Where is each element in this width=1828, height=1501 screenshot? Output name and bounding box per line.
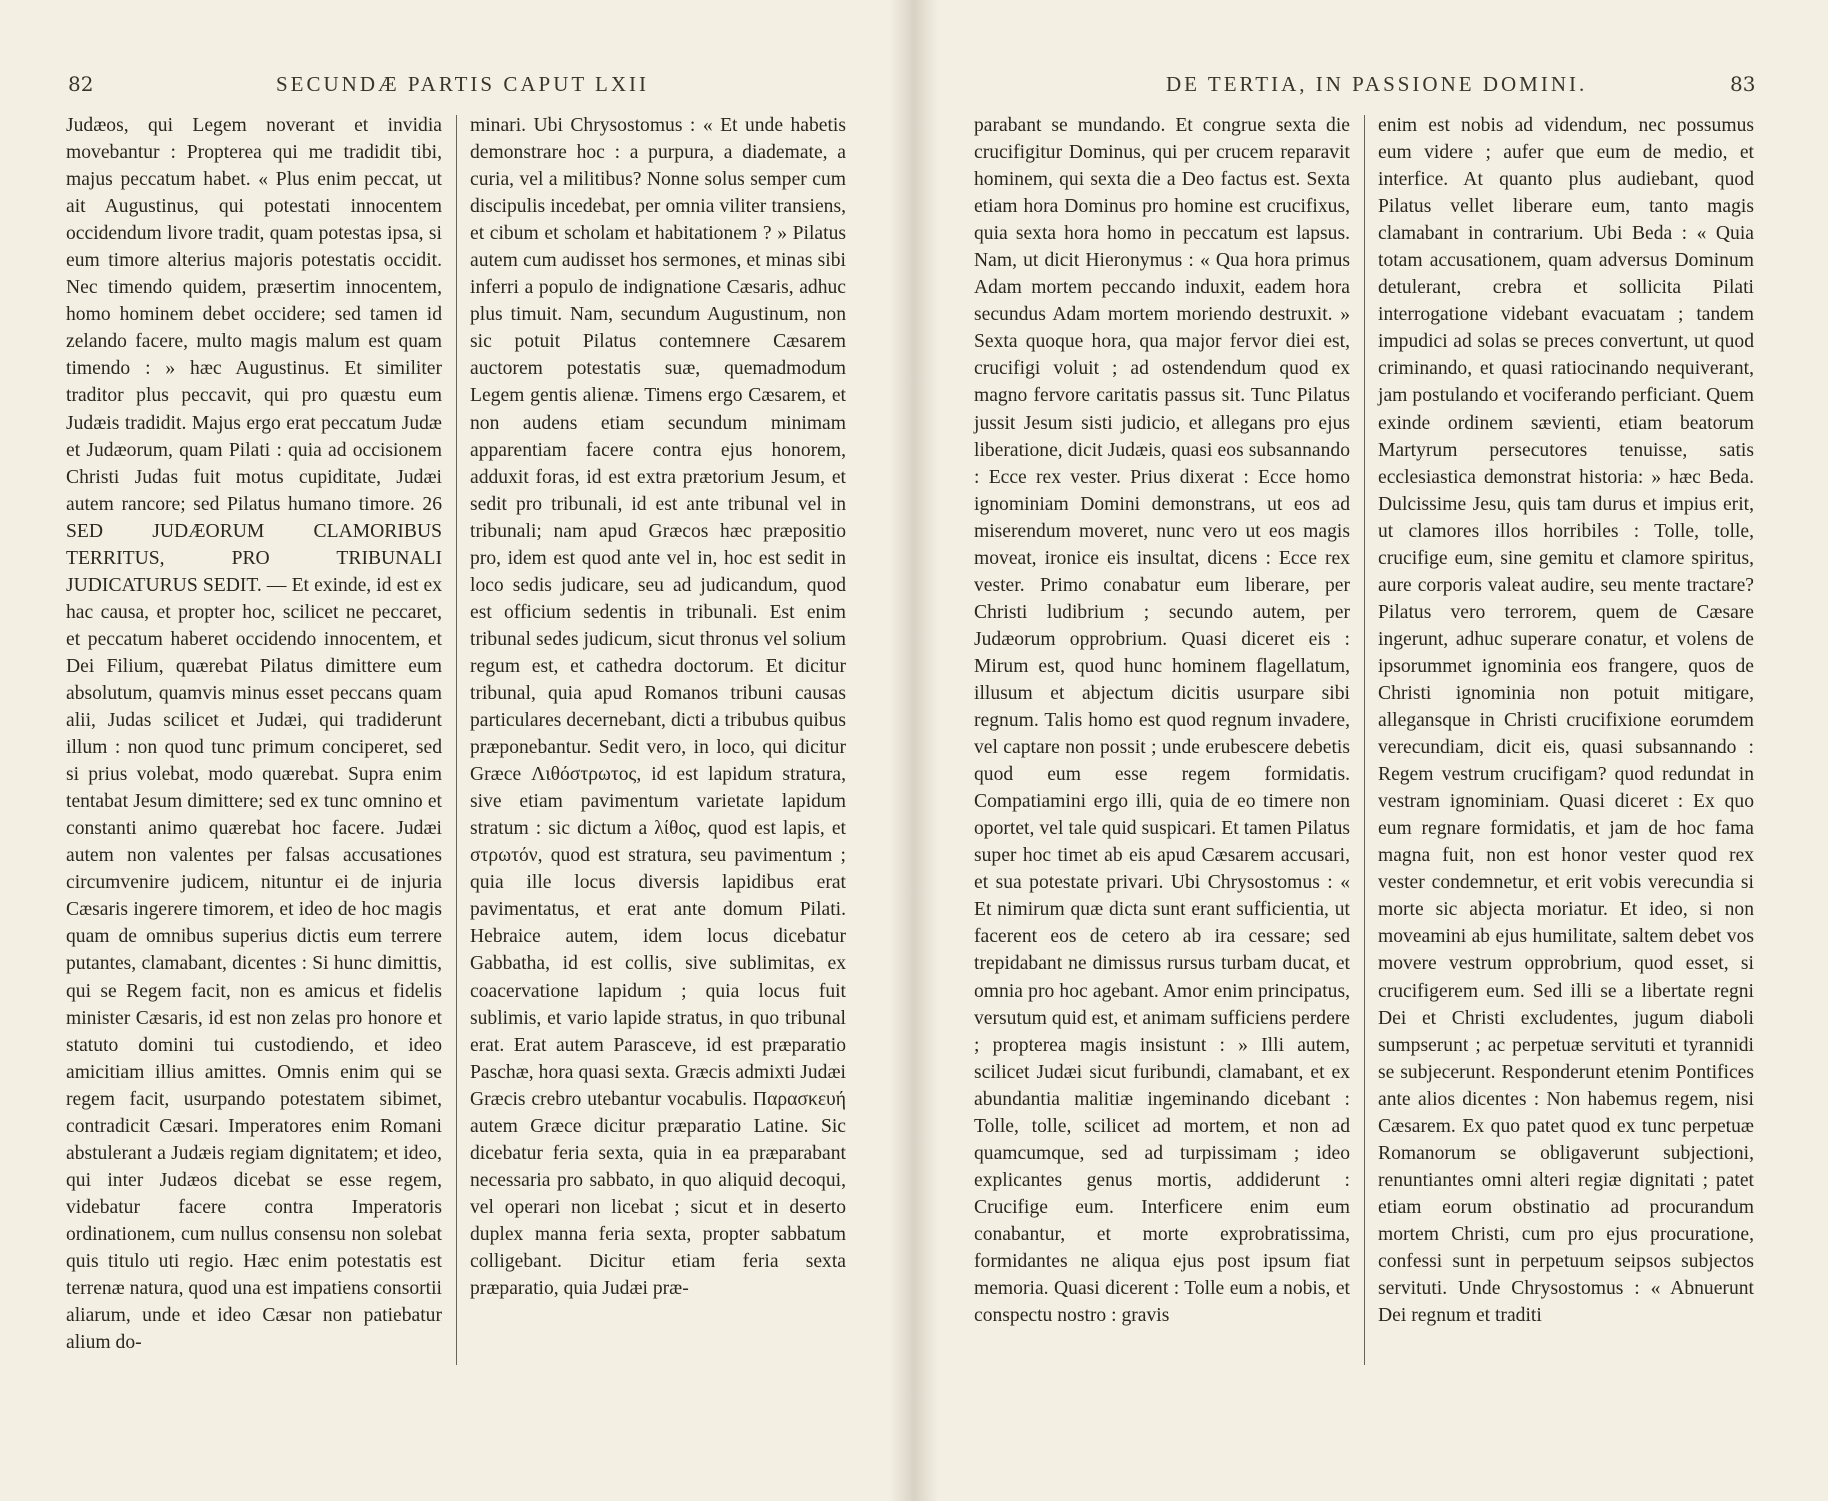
right-page: [914, 0, 1828, 1501]
column-rule: [1364, 115, 1365, 1365]
running-head: DE TERTIA, IN PASSIONE DOMINI.: [1166, 72, 1588, 96]
column-text: parabant se mundando. Et congrue sexta die crucifigitur Dominus, qui per crucem reparavit hominem, qui sexta die a Deo factus est. Sexta etiam hora Dominus pro homine est crucifixus, quia sexta hora homo in peccatum est lapsus. Nam, ut dicit Hieronymus : « Qua hora primus Adam mortem peccando induxit, eadem hora secundus Adam mortem moriendo destruxit. » Sexta quoque hora, qua major fervor diei est, crucifigi voluit ; ad ostendendum quod ex magno fervore caritatis passus sit. Tunc Pilatus jussit Jesum sisti judicio, et allegans pro ejus liberatione, dicit Judæis, quasi eos subsannando : Ecce rex vester. Prius dixerat : Ecce homo ignominiam Domini demonstrans, ut eos ad miserendum moveret, nunc vero ut eos magis moveat, ironice eis insultat, dicens : Ecce rex vester. Primo conabatur eum liberare, per Christi ludibrium ; secundo autem, per Judæorum opprobrium. Quasi diceret eis : Mirum est, quod hunc hominem flagellatum, illusum et abjectum dicitis usurpare sibi regnum. Talis homo est quod regnum invadere, vel captare non possit ; unde erubescere debetis quod eum esse regem formidatis. Compatiamini ergo illi, quia de eo timere non oportet, vel tale quid suspicari. Et tamen Pilatus super hoc timet ab eis apud Cæsarem accusari, et sua potestate privari. Ubi Chrysostomus : « Et nimirum quæ dicta sunt erant sufficientia, ut facerent eos de cetero ab ira cessare; sed trepidabant ne dimissus rursus turbam ducat, et omnia pro hoc agebant. Amor enim principatus, versutum quid est, et animam sufficiens perdere ; propterea magis insistunt : » Illi autem, scilicet Judæi sicut furibundi, clamabant, et ex abundantia malitiæ ingeminando dicebant : Tolle, tolle, scilicet ad mortem, et non ad quamcumque, sed ad turpissimam ; ideo explicantes genus mortis, addiderunt : Crucifige eum. Interficere enim eum conabantur, et morte exprobratissima, formidantes ne aliqua ejus post ipsum fiat memoria. Quasi dicerent : Tolle eum a nobis, et conspectu nostro : gravis: [974, 115, 1350, 1327]
column-text: Judæos, qui Legem noverant et invidia movebantur : Propterea qui me tradidit tibi, majus peccatum habet. « Plus enim peccat, ut ait Augustinus, qui potestati innocentem occidendum livore tradit, quam potestas ipsa, si eum timore alterius majoris potestatis occidit. Nec timendo quidem, præsertim innocentem, homo hominem debet occidere; sed tamen id zelando facere, multo magis malum est quam timendo : » hæc Augustinus. Et similiter traditor plus peccavit, qui pro quæstu eum Judæis tradidit. Majus ergo erat peccatum Judæ et Judæorum, quam Pilati : quia ad occisionem Christi Judas fuit motus cupiditate, Judæi autem rancore; sed Pilatus humano timore. 26 SED JUDÆORUM CLAMORIBUS TERRITUS, PRO TRIBUNALI JUDICATURUS SEDIT. — Et exinde, id est ex hac causa, et propter hoc, scilicet ne peccaret, et peccatum haberet occidendo innocentem, et Dei Filium, quærebat Pilatus dimittere eum absolutum, quamvis minus esset peccans quam alii, Judas scilicet et Judæi, qui tradiderunt illum : non quod tunc primum conciperet, sed si prius volebat, modo quærebat. Supra enim tentabat Jesum dimittere; sed ex tunc omnino et constanti animo quærebat hoc facere. Judæi autem non valentes per falsas accusationes circumvenire judicem, nituntur ei de injuria Cæsaris ingerere timorem, et ideo de hoc magis quam de omnibus superius dictis eum terrere putantes, clamabant, dicentes : Si hunc dimittis, qui se Regem facit, non es amicus et fidelis minister Cæsaris, id est non zelas pro honore et statuto domini tui custodiendo, et ideo amicitiam illius amittes. Omnis enim qui se regem facit, usurpando potestatem sibimet, contradicit Cæsari. Imperatores enim Romani abstulerant a Judæis regiam dignitatem; et ideo, qui inter Judæos dicebat se esse regem, videbatur facere contra Imperatoris ordinationem, cum nullus consensu non solebat quis titulo uti regio. Hæc enim potestatis est terrenæ natura, quod una est impatiens consortii aliarum, unde et ideo Cæsar non patiebatur alium do-: [66, 115, 442, 1354]
column-text: enim est nobis ad videndum, nec possumus eum videre ; aufer que eum de medio, et interfice. At quanto plus audiebant, quod Pilatus vellet liberare eum, tanto magis clamabant in contrarium. Ubi Beda : « Quia totam accusationem, quam adversus Dominum detulerant, crebra et sollicita Pilati interrogatione videbant evacuatam ; tandem impudici ad solas se preces convertunt, ut quod criminando, et quasi ratiocinando nequiverant, jam postulando et vociferando perficiant. Quem exinde ordinem sævienti, etiam beatorum Martyrum persecutores tenuisse, satis ecclesiastica demonstrat historia: » hæc Beda. Dulcissime Jesu, quis tam durus et impius erit, ut clamores illos horribiles : Tolle, tolle, crucifige eum, sine gemitu et clamore spiritus, aure corporis valeat audire, seu mente tractare? Pilatus vero terrorem, quem de Cæsare ingerunt, adhuc superare conatur, et volens de ipsorummet ignominia eos frangere, quos de Christi ignominia non potuit mitigare, allegansque in Christi crucifixione eorumdem verecundiam, dicit eis, quasi subsannando : Regem vestrum crucifigam? quod redundat in vestram ignominiam. Quasi diceret : Ex quo eum regnare formidatis, et jam de hoc fama magna fuit, non est honor vester quod rex vester condemnetur, et erit vobis verecundia si morte sic abjecta moriatur. Et ideo, si non moveamini ab ejus humilitate, saltem debet vos movere vestrum opprobrium, quod esset, si crucifigerem eum. Sed illi se a libertate regni Dei et Christi excludentes, jugum diaboli sumpserunt ; ac perpetuæ servituti et tyrannidi se subjecerunt. Responderunt etenim Pontifices ante alios dicentes : Non habemus regem, nisi Cæsarem. Ex quo patet quod ex tunc perpetuæ Romanorum se obligaverunt subjectioni, renuntiantes omni alteri regiæ dignitati ; patet etiam eorum obstinatio ad procurandum mortem Christi, cum pro ejus procuratione, confessi sunt in perpetuum seipsos subjectos servituti. Unde Chrysostomus : « Abnuerunt Dei regnum et traditi: [1378, 115, 1754, 1327]
running-head: SECUNDÆ PARTIS CAPUT LXII: [276, 72, 650, 96]
text-column: [1378, 112, 1754, 1329]
column-text: minari. Ubi Chrysostomus : « Et unde habetis demonstrare hoc : a purpura, a diademate, a curia, vel a militibus? Nonne solus semper cum discipulis incedebat, per omnia viliter transiens, et cibum et scholam et habitationem ? » Pilatus autem cum audisset hos sermones, et minas sibi inferri a populo de indignatione Cæsaris, adhuc plus timuit. Nam, secundum Augustinum, non sic potuit Pilatus contemnere Cæsarem auctorem potestatis suæ, quemadmodum Legem gentis alienæ. Timens ergo Cæsarem, et non audens etiam secundum minimam apparentiam facere contra ejus honorem, adduxit foras, id est extra prætorium Jesum, et sedit pro tribunali, id est ante tribunal vel in tribunali; nam apud Græcos hæc præpositio pro, idem est quod ante vel in, hoc est sedit in loco sedis judicare, seu ad judicandum, quod est officium sedentis in tribunali. Est enim tribunal sedes judicum, sicut thronus vel solium regum est, et cathedra doctorum. Et dicitur tribunal, quia apud Romanos tribuni causas particulares decernebant, dicti a tribubus quibus præponebantur. Sedit vero, in loco, qui dicitur Græce Λιθόστρωτος, id est lapidum stratura, sive etiam pavimentum varietate lapidum stratum : sic dictum a λίθος, quod est lapis, et στρωτόν, quod est stratura, seu pavimentum ; quia ille locus diversis lapidibus erat pavimentatus, et erat ante domum Pilati. Hebraice autem, idem locus dicebatur Gabbatha, id est collis, sive sublimitas, ex coacervatione lapidum ; quia locus fuit sublimis, et vario lapide stratus, in quo tribunal erat. Erat autem Parasceve, id est præparatio Paschæ, hora quasi sexta. Græcis admixti Judæi Græcis crebro utebantur vocabulis. Παρασκευή autem Græce dicitur præparatio Latine. Sic dicebatur feria sexta, quia in ea præparabant necessaria pro sabbato, in quo aliquid decoqui, vel operari non licebat ; sicut et in deserto duplex manna feria sexta, propter sabbatum colligebant. Dicitur etiam feria sexta præparatio, quia Judæi præ-: [470, 115, 846, 1300]
text-column: [974, 112, 1350, 1329]
page-number: 82: [68, 72, 94, 96]
text-column: [66, 112, 442, 1356]
text-column: [470, 112, 846, 1302]
page-number: 83: [1730, 72, 1756, 96]
column-rule: [456, 115, 457, 1365]
